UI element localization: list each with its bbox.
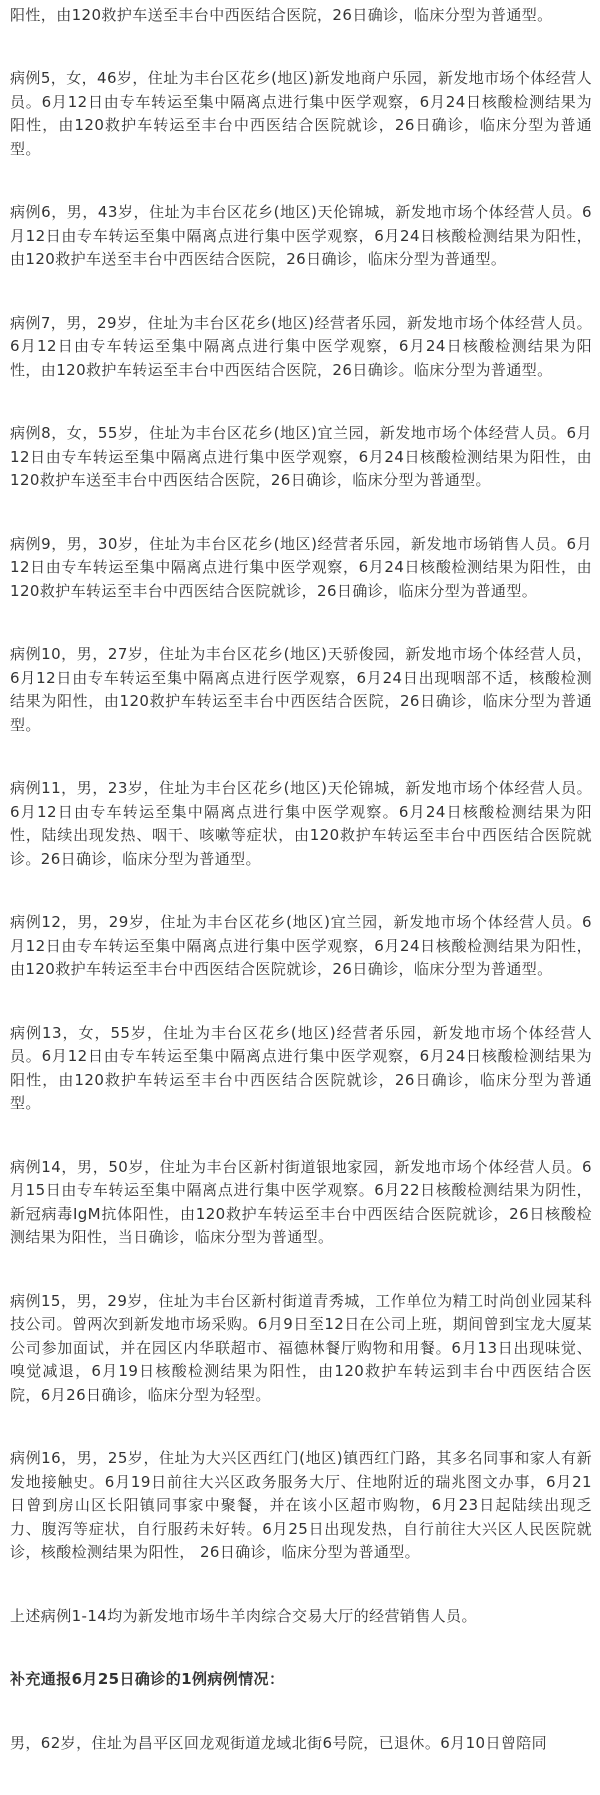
case-paragraph-5: 病例5，女，46岁，住址为丰台区花乡(地区)新发地商户乐园，新发地市场个体经营人员。6月12日由专车转运至集中隔离点进行集中医学观察，6月24日核酸检测结果为阳性，由120救护车转运至丰台中西医结合医院就诊，26日确诊，临床分型为普通型。 (10, 69, 592, 158)
case-paragraph-14: 病例14，男，50岁，住址为丰台区新村街道银地家园，新发地市场个体经营人员。6月15日由专车转运至集中隔离点进行集中医学观察。6月22日核酸检测结果为阴性，新冠病毒IgM抗体阳性，由120救护车转运至丰台中西医结合医院就诊，26日核酸检测结果为阳性，当日确诊，临床分型为普通型。 (10, 1157, 592, 1246)
summary-paragraph: 上述病例1-14均为新发地市场牛羊肉综合交易大厅的经营销售人员。 (10, 1606, 477, 1625)
case-paragraph-4-tail: 阳性，由120救护车送至丰台中西医结合医院，26日确诊，临床分型为普通型。 (10, 5, 553, 24)
case-paragraph-8: 病例8，女，55岁，住址为丰台区花乡(地区)宜兰园，新发地市场个体经营人员。6月12日由专车转运至集中隔离点进行集中医学观察，6月24日核酸检测结果为阳性，由120救护车送至丰台中西医结合医院，26日确诊，临床分型为普通型。 (10, 424, 592, 489)
case-paragraph-9: 病例9，男，30岁，住址为丰台区花乡(地区)经营者乐园，新发地市场销售人员。6月12日由专车转运至集中隔离点进行集中医学观察，6月24日核酸检测结果为阳性，由120救护车转运至丰台中西医结合医院就诊，26日确诊，临床分型为普通型。 (10, 534, 592, 600)
case-paragraph-10: 病例10，男，27岁，住址为丰台区花乡(地区)天骄俊园，新发地市场个体经营人员，6月12日由专车转运至集中隔离点进行医学观察，6月24日出现咽部不适，核酸检测结果为阳性，由120救护车转运至丰台中西医结合医院，26日确诊，临床分型为普通型。 (10, 645, 592, 734)
supplement-case-paragraph: 男，62岁，住址为昌平区回龙观街道龙域北街6号院，已退休。6月10日曾陪同 (10, 1733, 548, 1752)
case-paragraph-12: 病例12，男，29岁，住址为丰台区花乡(地区)宜兰园，新发地市场个体经营人员。6月12日由专车转运至集中隔离点进行集中医学观察，6月24日核酸检测结果为阳性，由120救护车转运至丰台中西医结合医院就诊，26日确诊，临床分型为普通型。 (10, 913, 592, 978)
case-paragraph-16: 病例16，男，25岁，住址为大兴区西红门(地区)镇西红门路，其多名同事和家人有新发地接触史。6月19日前往大兴区政务服务大厅、住地附近的瑞兆图文办事，6月21日曾到房山区长阳镇同事家中聚餐，并在该小区超市购物，6月23日起陆续出现乏力、腹泻等症状，自行服药未好转。6月25日出现发热，自行前往大兴区人民医院就诊，核酸检测结果为阳性， 26日确诊，临床分型为普通型。 (10, 1449, 592, 1561)
case-paragraph-15: 病例15，男，29岁，住址为丰台区新村街道青秀城，工作单位为精工时尚创业园某科技公司。曾两次到新发地市场采购。6月9日至12日在公司上班，期间曾到宝龙大厦某公司参加面试，并在园区内华联超市、福德林餐厅购物和用餐。6月13日出现味觉、嗅觉减退，6月19日核酸检测结果为阳性，由120救护车转运到丰台中西医结合医院，6月26日确诊，临床分型为轻型。 (10, 1291, 592, 1404)
case-paragraph-13: 病例13，女，55岁，住址为丰台区花乡(地区)经营者乐园，新发地市场个体经营人员。6月12日由专车转运至集中隔离点进行集中医学观察，6月24日核酸检测结果为阳性，由120救护车转运至丰台中西医结合医院就诊，26日确诊，临床分型为普通型。 (10, 1023, 592, 1112)
supplement-heading: 补充通报6月25日确诊的1例病例情况： (10, 1670, 285, 1688)
case-paragraph-7: 病例7，男，29岁，住址为丰台区花乡(地区)经营者乐园，新发地市场个体经营人员。6月12日由专车转运至集中隔离点进行集中医学观察，6月24日核酸检测结果为阳性，由120救护车转运至丰台中西医结合医院，26日确诊。临床分型为普通型。 (10, 313, 592, 379)
case-paragraph-6: 病例6，男，43岁，住址为丰台区花乡(地区)天伦锦城，新发地市场个体经营人员。6月12日由专车转运至集中隔离点进行集中医学观察，6月24日核酸检测结果为阳性，由120救护车送至丰台中西医结合医院，26日确诊，临床分型为普通型。 (10, 203, 592, 268)
case-paragraph-11: 病例11，男，23岁，住址为丰台区花乡(地区)天伦锦城，新发地市场个体经营人员。6月12日由专车转运至集中隔离点进行集中医学观察。6月24日核酸检测结果为阳性，陆续出现发热、咽干、咳嗽等症状，由120救护车转运至丰台中西医结合医院就诊。26日确诊，临床分型为普通型。 (10, 779, 592, 868)
